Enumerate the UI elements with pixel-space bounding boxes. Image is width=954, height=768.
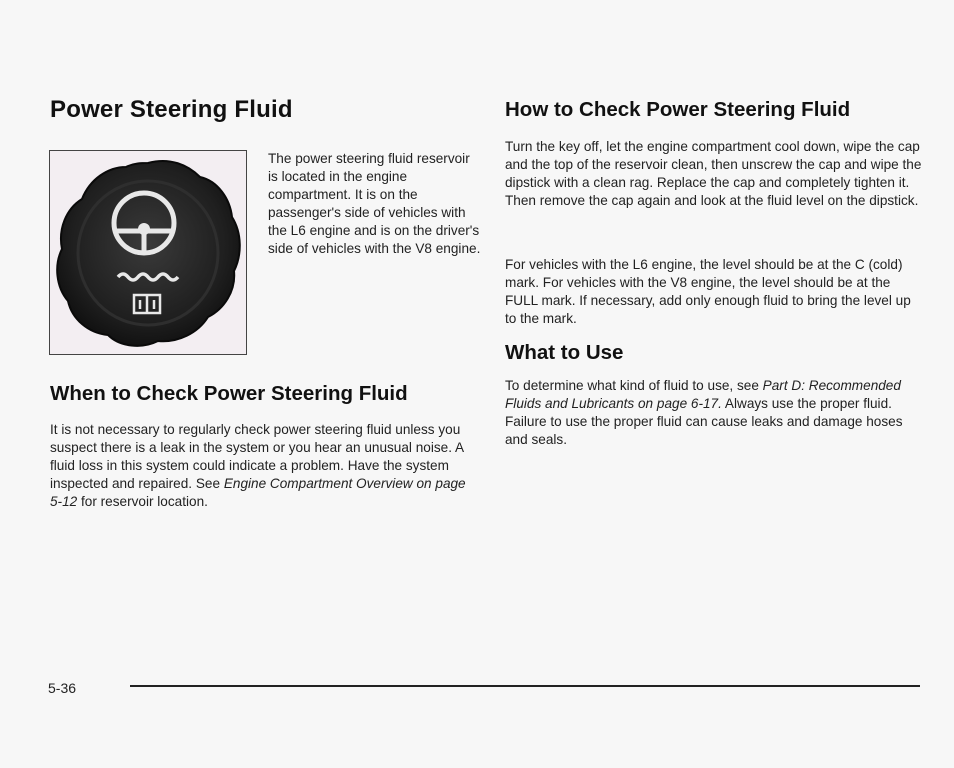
what-to-use-title: What to Use — [505, 341, 624, 364]
how-to-check-title: How to Check Power Steering Fluid — [505, 98, 851, 121]
page-number: 5-36 — [48, 680, 77, 696]
how-to-check-paragraph-2: For vehicles with the L6 engine, the level should be at the C (cold) mark. For vehicles with the V8 engine, the level should be at the FULL mark. If necessary, add only enough fluid to bring the level up to the mark. — [505, 257, 911, 326]
reservoir-cap-drawing — [50, 151, 246, 354]
reservoir-cap-illustration — [49, 150, 247, 355]
what-to-use-text — [505, 377, 925, 449]
what-body-text-end: Always use the proper fluid. Failure to use the proper fluid can cause leaks and damage hoses and seals. — [505, 396, 903, 447]
when-body-text-end: for reservoir location. — [77, 494, 208, 509]
when-to-check-text — [50, 421, 480, 511]
when-to-check-title: When to Check Power Steering Fluid — [50, 382, 408, 405]
how-to-check-paragraph-1: Turn the key off, let the engine compartment cool down, wipe the cap and the top of the reservoir clean, then unscrew the cap and wipe the dipstick with a clean rag. Replace the cap and completely tighten it. Then remove the cap again and look at the fluid level on the dipstick. — [505, 139, 922, 208]
page-title: Power Steering Fluid — [50, 96, 293, 123]
when-body-text: It is not necessary to regularly check power steering fluid unless you suspect there is a leak in the system or you hear an unusual noise. A fluid loss in this system could indicate a problem. Have the system inspected and repaired. See — [50, 422, 464, 491]
figure-caption: The power steering fluid reservoir is located in the engine compartment. It is on the passenger's side of vehicles with the L6 engine and is on the driver's side of vehicles with the V8 engine. — [268, 151, 481, 256]
engine-compartment-overview-reference[interactable]: Engine Compartment Overview on page 5-12 — [50, 476, 466, 509]
what-body-text: To determine what kind of fluid to use, see — [505, 378, 763, 393]
recommended-fluids-reference[interactable]: Part D: Recommended Fluids and Lubricants on page 6-17. — [505, 378, 901, 411]
footer-divider — [130, 685, 920, 687]
